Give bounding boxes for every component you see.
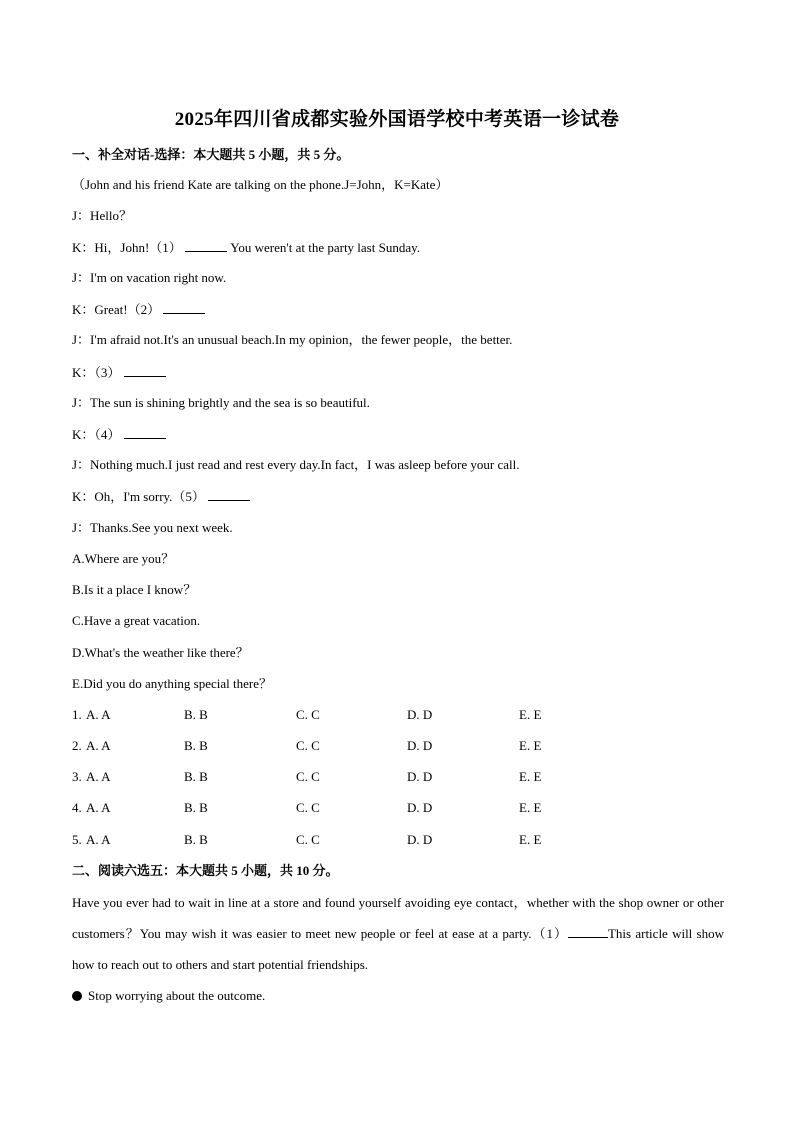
dialogue-line-text: J：Hello？ [72,208,132,223]
bullet-item [72,988,265,1004]
choice-item: E.Did you do anything special there？ [72,676,273,691]
option-a[interactable]: A. A [86,769,111,784]
option-e[interactable]: E. E [519,707,542,722]
dialogue-line-text: J：Thanks.See you next week. [72,520,233,535]
option-c[interactable]: C. C [296,738,320,753]
bullet-item-text: Stop worrying about the outcome. [88,988,266,1003]
question-number: 2. [72,738,82,753]
option-b[interactable]: B. B [184,769,208,784]
dialogue-line-text: K：Great!（2） [72,302,161,317]
dialogue-line [72,457,520,473]
dialogue-line [72,426,166,443]
dialogue-line [72,208,132,224]
option-c[interactable]: C. C [296,769,320,784]
option-e[interactable]: E. E [519,832,542,847]
dialogue-intro: （John and his friend Kate are talking on the phone.J=John，K=Kate） [72,177,449,192]
question-number: 4. [72,800,82,815]
option-b[interactable]: B. B [184,832,208,847]
section2-heading-text: 二、阅读六选五：本大题共 5 小题，共 10 分。 [72,863,339,878]
dialogue-line-text: K：Hi，John!（1） [72,240,182,255]
option-d[interactable]: D. D [407,769,433,784]
option-c[interactable]: C. C [296,832,320,847]
option-e[interactable]: E. E [519,769,542,784]
option-a[interactable]: A. A [86,707,111,722]
dialogue-line-text: J：The sun is shining brightly and the sea is so beautiful. [72,395,370,410]
dialogue-line [72,488,250,505]
dialogue-line-text: J：Nothing much.I just read and rest every day.In fact，I was asleep before your call. [72,457,520,472]
choice-item: A.Where are you？ [72,551,175,566]
choice-item: C.Have a great vacation. [72,613,201,628]
dialogue-line-text: K：（4） [72,427,121,442]
dialogue-line [72,364,166,381]
dialogue-line [72,395,370,411]
reading-answer-blank-1[interactable] [568,925,608,938]
answer-blank-1[interactable] [185,239,227,252]
question-number: 1. [72,707,82,722]
dialogue-line-text: K：（3） [72,365,121,380]
page-title: 2025年四川省成都实验外国语学校中考英语一诊试卷 [174,109,620,130]
option-a[interactable]: A. A [86,832,111,847]
reading-paragraph [72,887,724,980]
choice-item: B.Is it a place I know？ [72,582,197,597]
bullet-dot-icon [72,991,82,1001]
answer-blank-4[interactable] [124,426,166,439]
choice-item: D.What's the weather like there？ [72,645,249,660]
answer-blank-2[interactable] [163,301,205,314]
question-number: 3. [72,769,82,784]
dialogue-line-text: J：I'm afraid not.It's an unusual beach.In my opinion，the fewer people，the better. [72,332,513,347]
option-b[interactable]: B. B [184,738,208,753]
answer-blank-3[interactable] [124,364,166,377]
dialogue-line [72,301,205,318]
dialogue-line [72,332,512,348]
dialogue-line [72,270,226,286]
dialogue-line [72,239,420,256]
reading-paragraph-part1: Have you ever had to wait in line at a store and found yourself avoiding eye contact，whether with the shop owner or other customers？You may wish it was easier to meet new people or feel at ease at a party.（1） [72,895,724,941]
dialogue-line-rest: You weren't at the party last Sunday. [230,240,421,255]
dialogue-line-text: K：Oh，I'm sorry.（5） [72,489,205,504]
reading-paragraph-part2: This article will show how to reach out to others and start potential friendships. [72,926,724,972]
option-a[interactable]: A. A [86,800,111,815]
option-e[interactable]: E. E [519,738,542,753]
option-d[interactable]: D. D [407,832,433,847]
dialogue-line [72,520,233,536]
section1-heading [72,147,349,163]
option-d[interactable]: D. D [407,738,433,753]
section1-heading-text: 一、补全对话-选择：本大题共 5 小题，共 5 分。 [72,147,350,162]
option-d[interactable]: D. D [407,800,433,815]
question-number: 5. [72,832,82,847]
option-e[interactable]: E. E [519,800,542,815]
section2-heading [72,863,339,879]
dialogue-line-text: J：I'm on vacation right now. [72,270,227,285]
option-c[interactable]: C. C [296,800,320,815]
option-b[interactable]: B. B [184,707,208,722]
option-d[interactable]: D. D [407,707,433,722]
answer-blank-5[interactable] [208,488,250,501]
option-b[interactable]: B. B [184,800,208,815]
option-a[interactable]: A. A [86,738,111,753]
option-c[interactable]: C. C [296,707,320,722]
